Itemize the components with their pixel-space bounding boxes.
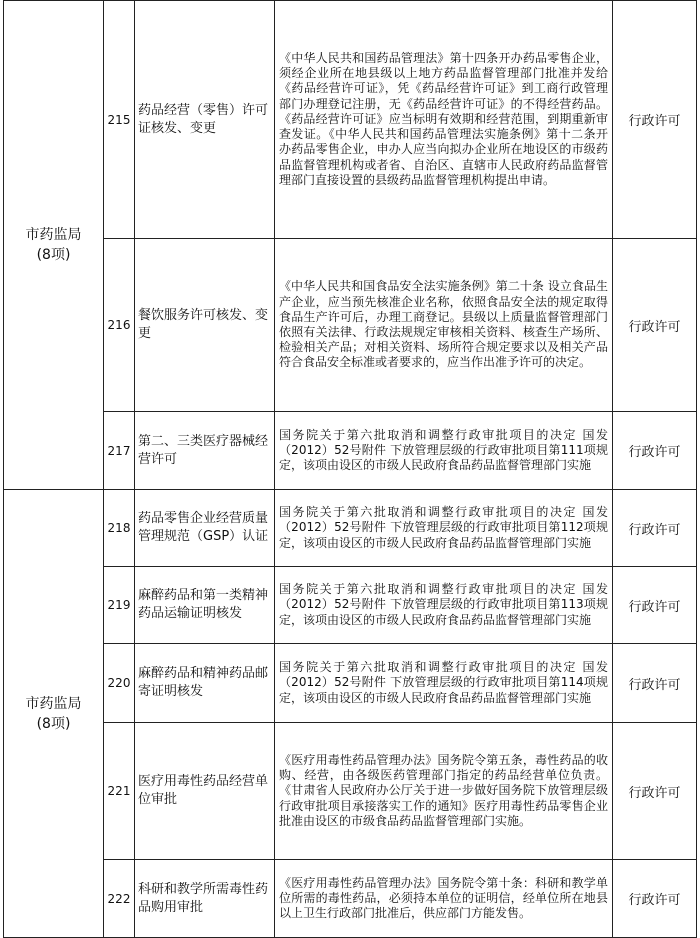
item-legal-basis: 国务院关于第六批取消和调整行政审批项目的决定 国发（2012）52号附件 下放管理层级的行政审批项目第114项规定，该项由设区的市级人民政府食品药品监督管理部门实施 bbox=[275, 644, 613, 723]
table-row bbox=[4, 490, 697, 567]
table-row bbox=[4, 723, 697, 860]
table-row bbox=[4, 567, 697, 644]
item-type: 行政许可 bbox=[613, 567, 697, 644]
item-name: 麻醉药品和第一类精神药品运输证明核发 bbox=[135, 567, 275, 644]
item-number: 222 bbox=[104, 860, 135, 938]
item-legal-basis: 国务院关于第六批取消和调整行政审批项目的决定 国发（2012）52号附件 下放管理层级的行政审批项目第112项规定，该项由设区的市级人民政府食品药品监督管理部门实施 bbox=[275, 490, 613, 567]
department-name: 市药监局 bbox=[25, 227, 82, 243]
item-number: 220 bbox=[104, 644, 135, 723]
approval-items-table bbox=[3, 0, 697, 938]
table-row bbox=[4, 1, 697, 239]
item-legal-basis: 《医疗用毒性药品管理办法》国务院令第五条，毒性药品的收购、经营，由各级医药管理部门指定的药品经营单位负责。《甘肃省人民政府办公厅关于进一步做好国务院下放管理层级行政审批项目承接落实工作的通知》医疗用毒性药品零售企业批准由设区的市级食品药品监督管理部门实施。 bbox=[275, 723, 613, 860]
item-type: 行政许可 bbox=[613, 412, 697, 490]
item-number: 221 bbox=[104, 723, 135, 860]
department-cell bbox=[4, 490, 104, 938]
item-type: 行政许可 bbox=[613, 239, 697, 412]
item-type: 行政许可 bbox=[613, 723, 697, 860]
department-name: 市药监局 bbox=[25, 695, 82, 712]
table-row bbox=[4, 239, 697, 412]
table-row bbox=[4, 644, 697, 723]
item-legal-basis: 《中华人民共和国食品安全法实施条例》第二十条 设立食品生产企业，应当预先核准企业名称，依照食品安全法的规定取得食品生产许可后，办理工商登记。县级以上质量监督管理部门依照有关法律、行政法规规定审核相关资料、核查生产场所、检验相关产品；对相关资料、场所符合规定要求以及相关产品符合食品安全标准或者要求的，应当作出准予许可的决定。 bbox=[275, 239, 613, 412]
table-row bbox=[4, 860, 697, 938]
item-name: 餐饮服务许可核发、变更 bbox=[135, 239, 275, 412]
item-name: 医疗用毒性药品经营单位审批 bbox=[135, 723, 275, 860]
item-type: 行政许可 bbox=[613, 644, 697, 723]
item-number: 215 bbox=[104, 1, 135, 239]
item-number: 218 bbox=[104, 490, 135, 567]
item-type: 行政许可 bbox=[613, 490, 697, 567]
item-number: 219 bbox=[104, 567, 135, 644]
department-count: (8项) bbox=[36, 715, 71, 732]
item-name: 第二、三类医疗器械经营许可 bbox=[135, 412, 275, 490]
item-legal-basis: 国务院关于第六批取消和调整行政审批项目的决定 国发（2012）52号附件 下放管理层级的行政审批项目第111项规定，该项由设区的市级人民政府食品药品监督管理部门实施 bbox=[275, 412, 613, 490]
item-name: 麻醉药品和精神药品邮寄证明核发 bbox=[135, 644, 275, 723]
item-number: 217 bbox=[104, 412, 135, 490]
department-count: (8项) bbox=[36, 247, 71, 263]
item-type: 行政许可 bbox=[613, 1, 697, 239]
item-type: 行政许可 bbox=[613, 860, 697, 938]
table-row bbox=[4, 412, 697, 490]
item-name: 科研和教学所需毒性药品购用审批 bbox=[135, 860, 275, 938]
item-legal-basis: 《中华人民共和国药品管理法》第十四条开办药品零售企业，须经企业所在地县级以上地方药品监督管理部门批准并发给《药品经营许可证》，凭《药品经营许可证》到工商行政管理部门办理登记注册，无《药品经营许可证》的不得经营药品。《药品经营许可证》应当标明有效期和经营范围，到期重新审查发证。《中华人民共和国药品管理法实施条例》第十二条开办药品零售企业，申办人应当向拟办企业所在地设区的市级药品监督管理机构或者省、自治区、直辖市人民政府药品监督管理部门直接设置的县级药品监督管理机构提出申请。 bbox=[275, 1, 613, 239]
item-legal-basis: 国务院关于第六批取消和调整行政审批项目的决定 国发（2012）52号附件 下放管理层级的行政审批项目第113项规定，该项由设区的市级人民政府食品药品监督管理部门实施 bbox=[275, 567, 613, 644]
department-cell bbox=[4, 1, 104, 490]
item-legal-basis: 《医疗用毒性药品管理办法》国务院令第十条：科研和教学单位所需的毒性药品，必须持本单位的证明信，经单位所在地县以上卫生行政部门批准后，供应部门方能发售。 bbox=[275, 860, 613, 938]
item-name: 药品零售企业经营质量管理规范（GSP）认证 bbox=[135, 490, 275, 567]
item-name: 药品经营（零售）许可证核发、变更 bbox=[135, 1, 275, 239]
item-number: 216 bbox=[104, 239, 135, 412]
